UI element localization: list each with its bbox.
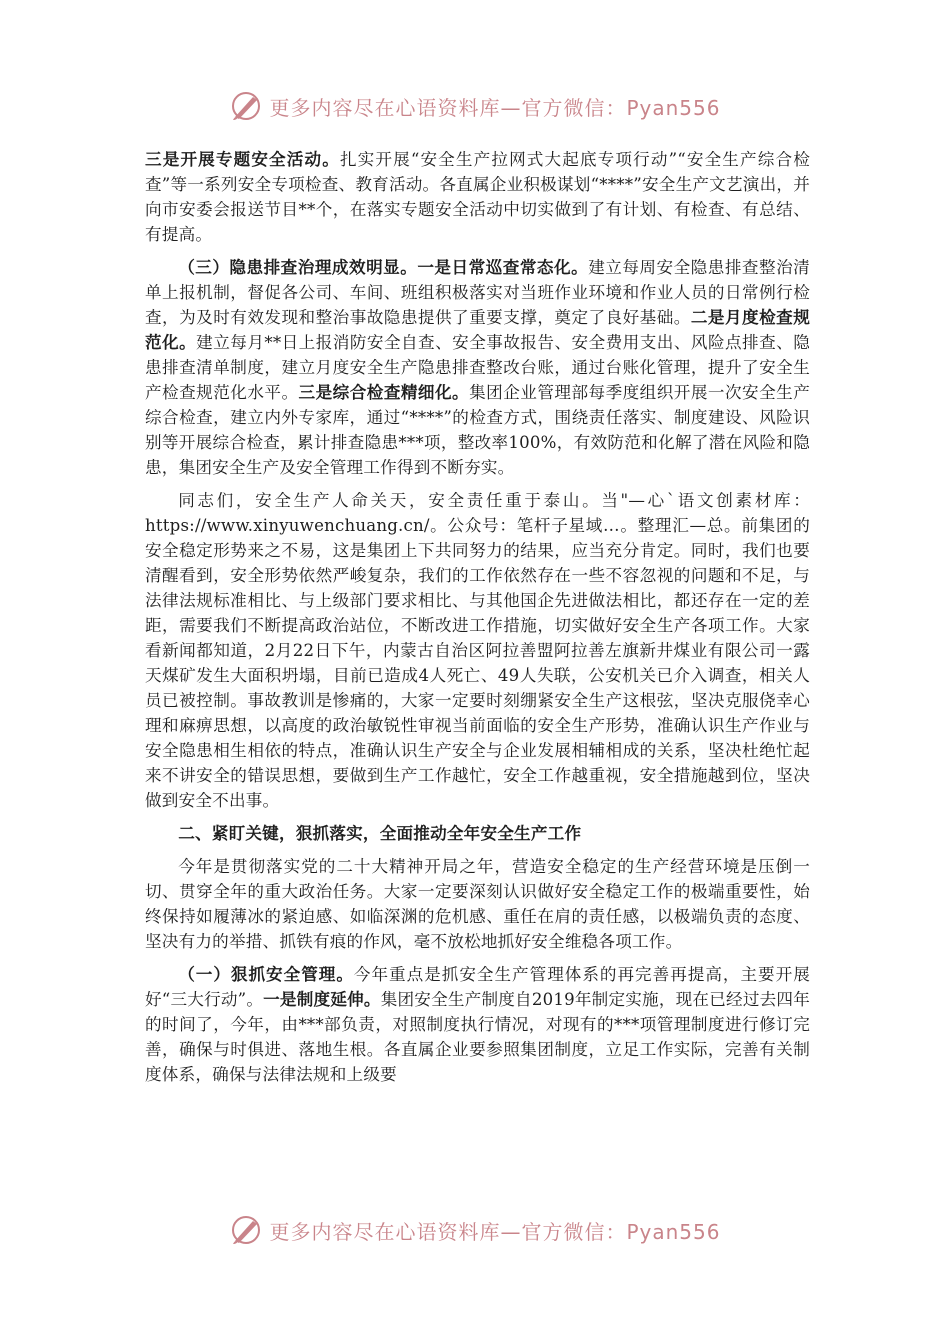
section-heading: （一）狠抓安全管理。 [178,964,354,984]
paragraph [145,255,810,480]
text-run: 同志们，安全生产人命关天，安全责任重于泰山。当"—心`语文创素材库：https://www.xinyuwenchuang.cn/。公众号：笔杆子星域…。整理汇—总。前集团的安全稳定形势来之不易，这是集团上下共同努力的结果，应当充分肯定。同时，我们也要清醒看到，安全形势依然严峻复杂，我们的工作依然存在一些不容忽视的问题和不足，与法律法规标准相比、与上级部门要求相比、与其他国企先进做法相比，都还存在一定的差距，需要我们不断提高政治站位，不断改进工作措施，切实做好安全生产各项工作。大家看新闻都知道，2月22日下午，内蒙古自治区阿拉善盟阿拉善左旗新井煤业有限公司一露天煤矿发生大面积坍塌，目前已造成4人死亡、49人失联，公安机关已介入调查，相关人员已被控制。事故教训是惨痛的，大家一定要时刻绷紧安全生产这根弦，坚决克服侥幸心理和麻痹思想，以高度的政治敏锐性审视当前面临的安全生产形势，准确认识生产作业与安全隐患相生相依的特点，准确认识生产安全与企业发展相辅相成的关系，坚决杜绝忙起来不讲安全的错误思想，要做到生产工作越忙，安全工作越重视，安全措施越到位，坚决做到安全不出事。 [145,491,810,810]
brush-logo-icon [229,1213,263,1247]
banner-text: 更多内容尽在心语资料库—官方微信：Pyan556 [269,95,721,120]
bold-run: 二是月度检查规范化。 [145,307,810,352]
paragraph [145,147,810,247]
bold-run: 三是开展专题安全活动。 [145,149,340,169]
bold-run: 二、紧盯关键，狠抓落实，全面推动全年安全生产工作 [178,823,582,843]
bold-run: 三是综合检查精细化。 [298,382,470,402]
bold-run: 一是制度延伸。 [263,989,381,1009]
paragraph [145,854,810,954]
banner-text: 更多内容尽在心语资料库—官方微信：Pyan556 [269,1219,721,1244]
brush-logo-icon [229,89,263,123]
text-run: 扎实开展“安全生产拉网式大起底专项行动”“安全生产综合检查”等一系列安全专项检查、教育活动。各直属企业积极谋划“****”安全生产文艺演出，并向市安委会报送节目**个，在落实专题安全活动中切实做到了有计划、有检查、有总结、有提高。 [145,150,810,244]
section-heading: （三）隐患排查治理成效明显。一是日常巡查常态化。 [178,257,589,277]
text-run: 今年是贯彻落实党的二十大精神开局之年，营造安全稳定的生产经营环境是压倒一切、贯穿全年的重大政治任务。大家一定要深刻认识做好安全稳定工作的极端重要性，始终保持如履薄冰的紧迫感、如临深渊的危机感、重任在肩的责任感，以极端负责的态度、坚决有力的举措、抓铁有痕的作风，毫不放松地抓好安全维稳各项工作。 [145,857,810,951]
chapter-heading [145,821,810,846]
text-run: 建立每周安全隐患排查整治清单上报机制，督促各公司、车间、班组积极落实对当班作业环境和作业人员的日常例行检查，为及时有效发现和整治事故隐患提供了重要支撑，奠定了良好基础。 [145,258,810,327]
text-run: 建立每月**日上报消防安全自查、安全事故报告、安全费用支出、风险点排查、隐患排查清单制度，建立月度安全生产隐患排查整改台账，通过台账化管理，提升了安全生产检查规范化水平。 [145,333,810,402]
text-run: 集团企业管理部每季度组织开展一次安全生产综合检查，建立内外专家库，通过“****”的检查方式，围绕责任落实、制度建设、风险识别等开展综合检查，累计排查隐患***项，整改率100%，有效防范和化解了潜在风险和隐患，集团安全生产及安全管理工作得到不断夯实。 [145,383,810,477]
text-run: 集团安全生产制度自2019年制定实施，现在已经过去四年的时间了，今年，由***部负责，对照制度执行情况，对现有的***项管理制度进行修订完善，确保与时俱进、落地生根。各直属企业要参照集团制度，立足工作实际，完善有关制度体系，确保与法律法规和上级要 [145,990,810,1084]
header-banner [0,86,950,126]
paragraph [145,962,810,1087]
text-run: 今年重点是抓安全生产管理体系的再完善再提高，主要开展好“三大行动”。 [145,965,810,1009]
paragraph [145,488,810,813]
footer-banner [0,1210,950,1250]
document-body [145,147,810,1087]
